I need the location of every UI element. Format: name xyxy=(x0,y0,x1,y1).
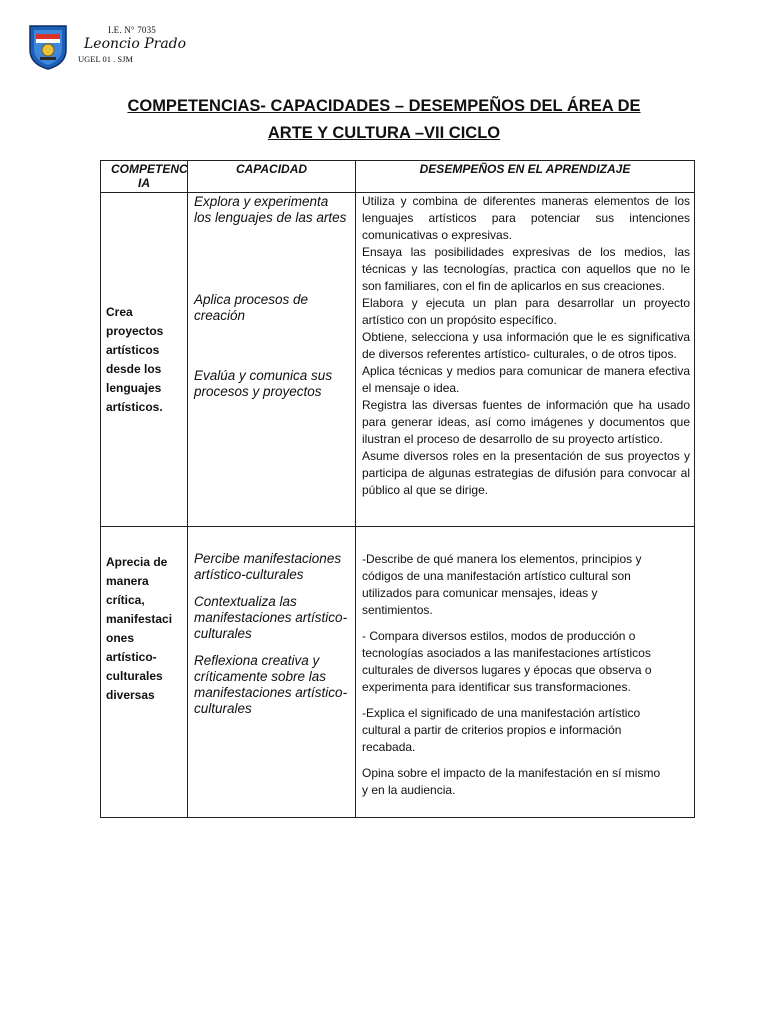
capacidad-item: Percibe manifestaciones artístico-culturales xyxy=(194,551,342,582)
capacidad-item: Evalúa y comunica sus procesos y proyectos xyxy=(194,368,333,399)
header-capacidad: CAPACIDAD xyxy=(188,161,356,193)
capacidad-item: Explora y experimenta los lenguajes de las artes xyxy=(194,194,347,225)
table-row xyxy=(101,527,695,818)
capacidad-cell xyxy=(188,527,356,818)
capacidad-cell xyxy=(188,193,356,527)
desempeno-item: Asume diversos roles en la presentación de sus proyectos y participa de algunas estrategias de difusión para convocar al público al que se dirige. xyxy=(362,449,690,497)
table-header-row xyxy=(101,161,695,193)
desempeno-item: Registra las diversas fuentes de información que ha usado para generar ideas, así como imágenes y documentos que ilustran el proceso de desarrollo de su proyecto artístico. xyxy=(362,398,690,446)
school-name: Leoncio Prado xyxy=(84,36,187,52)
desempeno-item: Elabora y ejecuta un plan para desarrollar un proyecto artístico con un propósito específico. xyxy=(362,296,690,327)
competencies-table xyxy=(100,160,695,818)
capacidad-item: Aplica procesos de creación xyxy=(194,292,309,323)
capacidad-item: Contextualiza las manifestaciones artístico-culturales xyxy=(194,594,348,641)
title-line-2: ARTE Y CULTURA –VII CICLO xyxy=(267,124,501,142)
school-crest-logo xyxy=(26,20,70,70)
page-title xyxy=(60,93,708,147)
desempeno-item: Utiliza y combina de diferentes maneras elementos de los lenguajes artísticos para potenciar sus intenciones comunicativas o expresivas. xyxy=(362,194,690,242)
header-desempenos: DESEMPEÑOS EN EL APRENDIZAJE xyxy=(356,161,695,193)
desempeno-item: Ensaya las posibilidades expresivas de los medios, las técnicas y las tecnologías, practica con aquellos que no le son familiares, con el fin de aplicarlos en sus creaciones. xyxy=(362,245,690,293)
competencia-cell: Aprecia de manera crítica, manifestaci ones artístico-culturales diversas xyxy=(101,527,188,818)
competencia-cell: Crea proyectos artísticos desde los lenguajes artísticos. xyxy=(101,193,188,527)
table-row xyxy=(101,193,695,527)
desempeno-item: -Describe de qué manera los elementos, principios y códigos de una manifestación artístico cultural son utilizados para comunicar mensajes, ideas y sentimientos. xyxy=(362,552,642,617)
document-header xyxy=(26,20,286,72)
header-competencia: COMPETENC IA xyxy=(101,161,188,193)
desempenos-cell xyxy=(356,193,695,527)
school-id: I.E. N° 7035 xyxy=(108,25,156,35)
school-ugel: UGEL 01 . SJM xyxy=(78,54,133,64)
capacidad-item: Reflexiona creativa y críticamente sobre las manifestaciones artístico- culturales xyxy=(194,653,348,716)
title-line-1: COMPETENCIAS- CAPACIDADES – DESEMPEÑOS DEL ÁREA DE xyxy=(127,97,641,115)
desempenos-cell xyxy=(356,527,695,818)
desempeno-item: Opina sobre el impacto de la manifestación en sí mismo y en la audiencia. xyxy=(362,766,661,797)
desempeno-item: Aplica técnicas y medios para comunicar de manera efectiva el mensaje o idea. xyxy=(362,364,690,395)
desempeno-item: -Explica el significado de una manifestación artístico cultural a partir de criterios propios e información recabada. xyxy=(362,706,641,754)
desempeno-item: Obtiene, selecciona y usa información que le es significativa de diversos referentes artístico- culturales, o de otros tipos. xyxy=(362,330,690,361)
desempeno-item: - Compara diversos estilos, modos de producción o tecnologías asociados a las manifestaciones artísticos culturales de diversos lugares y épocas que observa o experimenta para identificar sus transformaciones. xyxy=(362,629,652,694)
